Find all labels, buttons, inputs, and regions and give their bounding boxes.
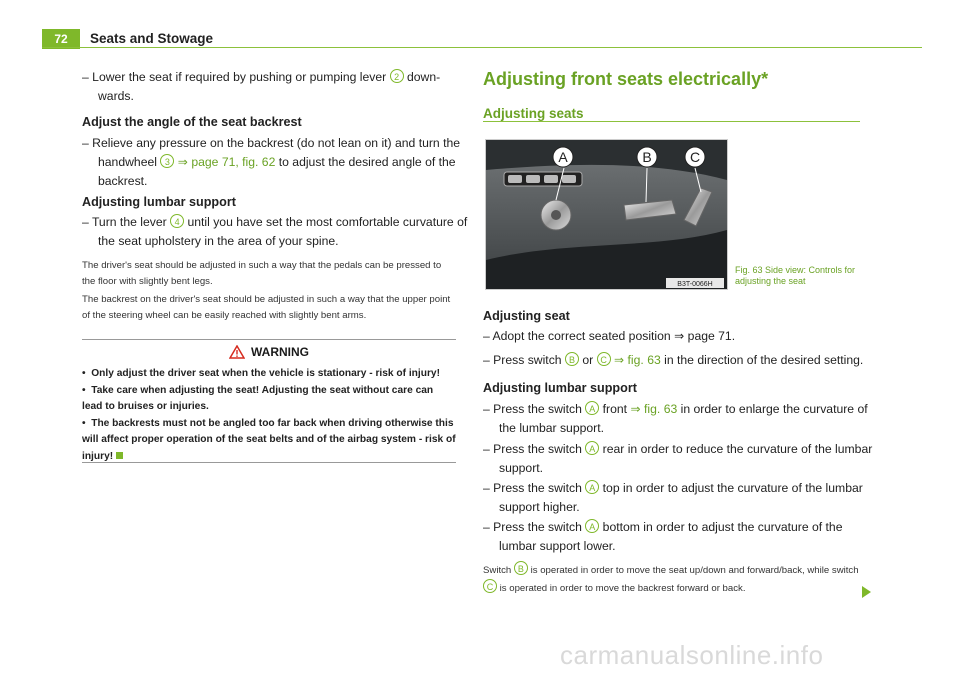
- page-71-ref: ⇒ page 71.: [674, 329, 736, 343]
- label-c: C: [689, 149, 701, 165]
- backrest-heading: Adjust the angle of the seat backrest: [82, 115, 302, 129]
- switch-marker-a: A: [585, 441, 599, 455]
- switch-marker-b: B: [514, 561, 528, 575]
- warning-title: WARNING: [251, 345, 309, 359]
- adjust-step-1: – Adopt the correct seated position ⇒ page 71.: [483, 329, 736, 343]
- seat-controls-figure: [485, 139, 728, 290]
- handwheel-marker-3: 3: [160, 154, 174, 168]
- fig-63-link[interactable]: ⇒ fig. 63: [630, 402, 678, 416]
- warning-item: • Only adjust the driver seat when the vehicle is stationary - risk of injury!: [82, 368, 440, 379]
- warning-box: [82, 339, 456, 463]
- warning-text: [82, 366, 456, 465]
- lumbar-step-front: – Press the switch A front ⇒ fig. 63 in order to enlarge the curvature of the lumbar support.: [483, 402, 868, 435]
- lumbar-heading-right: Adjusting lumbar support: [483, 381, 637, 395]
- main-heading: Adjusting front seats electrically*: [483, 69, 769, 89]
- chapter-title: Seats and Stowage: [90, 31, 214, 46]
- driver-seat-note: The driver's seat should be adjusted in such a way that the pedals can be pressed to the floor with slightly bent legs.: [82, 260, 442, 287]
- adjust-step-2: – Press switch B or C ⇒ fig. 63 in the direction of the desired setting.: [483, 353, 864, 367]
- switch-marker-c: C: [483, 579, 497, 593]
- lever-marker-2: 2: [390, 69, 404, 83]
- lumbar-step-top: – Press the switch A top in order to adjust the curvature of the lumbar support higher.: [483, 481, 863, 514]
- switch-marker-a: A: [585, 401, 599, 415]
- section-heading: Adjusting seats: [483, 106, 584, 121]
- section-divider: [483, 121, 860, 122]
- header-divider: [42, 47, 922, 48]
- lever-marker-4: 4: [170, 214, 184, 228]
- watermark: carmanualsonline.info: [560, 640, 824, 670]
- fig-63-link[interactable]: ⇒ fig. 63: [610, 353, 661, 367]
- page-number-tab: [42, 29, 80, 49]
- warning-item: • Take care when adjusting the seat! Adjusting the seat without care can lead to bruises or injuries.: [82, 384, 434, 412]
- page-71-link[interactable]: ⇒ page 71, fig. 62: [177, 155, 276, 169]
- switch-marker-b: B: [565, 352, 579, 366]
- switch-marker-c: C: [597, 352, 611, 366]
- label-b: B: [642, 149, 652, 165]
- figure-caption: Fig. 63 Side view: Controls for adjusting the seat: [735, 265, 856, 286]
- figure-code: B3T-0066H: [677, 281, 713, 288]
- seat-controls-illustration: [486, 140, 727, 289]
- switch-note: Switch B is operated in order to move the seat up/down and forward/back, while switch C is operated in order to move the backrest forward or back.: [483, 561, 863, 597]
- warning-item: • The backrests must not be angled too far back when driving otherwise this will affect proper operation of the seat belts and of the airbag system - risk of injury!: [82, 417, 456, 462]
- next-page-arrow-icon[interactable]: [862, 586, 871, 598]
- lumbar-step-left: – Turn the lever 4 until you have set the most comfortable curvature of the seat upholstery in the area of your spine.: [82, 215, 468, 248]
- warning-triangle-icon: [229, 345, 245, 359]
- switch-marker-a: A: [585, 480, 599, 494]
- label-a: A: [558, 149, 568, 165]
- adjust-seat-heading: Adjusting seat: [483, 309, 570, 323]
- lumbar-step-rear: – Press the switch A rear in order to reduce the curvature of the lumbar support.: [483, 442, 873, 475]
- warning-bottom-rule: [82, 462, 456, 463]
- warning-header: [82, 345, 456, 361]
- lumbar-step-bottom: – Press the switch A bottom in order to adjust the curvature of the lumbar support lower.: [483, 520, 843, 553]
- switch-marker-a: A: [585, 519, 599, 533]
- lower-seat-step: – Lower the seat if required by pushing or pumping lever 2 down-wards.: [82, 70, 441, 103]
- backrest-step: – Relieve any pressure on the backrest (do not lean on it) and turn the handwheel 3 ⇒ page 71, fig. 62 to adjust the desired angle of the backrest.: [82, 136, 461, 188]
- lumbar-heading-left: Adjusting lumbar support: [82, 195, 236, 209]
- page-number: 72: [54, 32, 68, 46]
- backrest-note: The backrest on the driver's seat should be adjusted in such a way that the upper point of the steering wheel can be easily reached with slightly bent arms.: [82, 294, 451, 321]
- warning-top-rule: [82, 339, 456, 340]
- section-end-icon: [116, 452, 123, 459]
